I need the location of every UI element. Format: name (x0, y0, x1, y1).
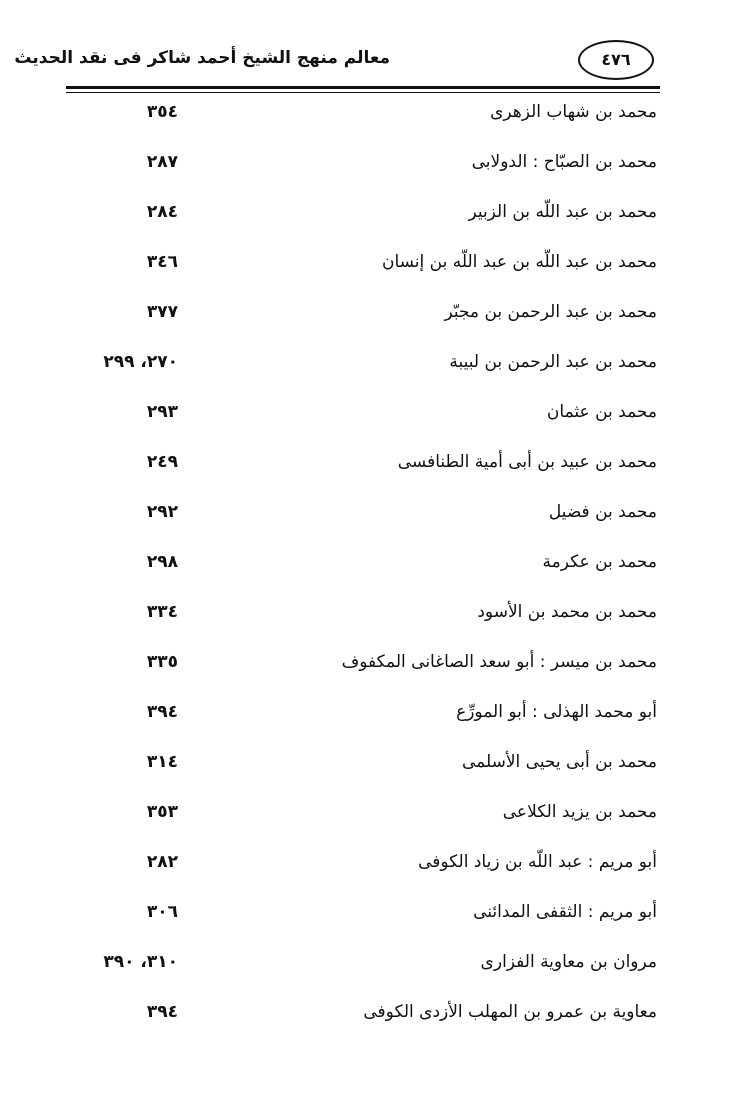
index-entry (0, 898, 729, 938)
entry-pages: ٣١٠، ٣٩٠ (103, 952, 178, 972)
entry-name: أبو مريم : عبد اللّه بن زياد الكوفى (418, 852, 657, 872)
entry-name: أبو محمد الهذلى : أبو المورِّع (456, 702, 657, 722)
entry-pages: ٣٥٣ (146, 802, 178, 822)
entry-name: محمد بن عبد اللّه بن الزبير (468, 202, 657, 222)
entry-name: محمد بن ميسر : أبو سعد الصاغانى المكفوف (341, 652, 657, 672)
entry-name: محمد بن عبد الرحمن بن مجبّر (444, 302, 657, 322)
entry-name: محمد بن عثمان (546, 402, 657, 422)
entry-pages: ٢٨٧ (146, 152, 178, 172)
entry-pages: ٢٨٤ (146, 202, 178, 222)
entry-name: محمد بن محمد بن الأسود (477, 602, 657, 622)
index-entry (0, 548, 729, 588)
entry-pages: ٣٤٦ (146, 252, 178, 272)
index-entry (0, 498, 729, 538)
entry-pages: ٢٩٢ (146, 502, 178, 522)
index-entry (0, 348, 729, 388)
index-entry (0, 298, 729, 338)
entry-pages: ٣٣٤ (146, 602, 178, 622)
entry-pages: ٣٠٦ (146, 902, 178, 922)
entry-pages: ٣٩٤ (146, 1002, 178, 1022)
entry-name: محمد بن عبيد بن أبى أمية الطنافسى (397, 452, 657, 472)
index-entry (0, 398, 729, 438)
index-entry (0, 598, 729, 638)
index-entry (0, 148, 729, 188)
index-entry (0, 248, 729, 288)
entry-name: محمد بن شهاب الزهرى (490, 102, 657, 122)
entry-pages: ٣٥٤ (146, 102, 178, 122)
entry-pages: ٢٤٩ (146, 452, 178, 472)
index-entry (0, 998, 729, 1038)
entry-name: محمد بن فضيل (548, 502, 657, 522)
entry-pages: ٢٩٨ (146, 552, 178, 572)
index-entry (0, 748, 729, 788)
entry-name: أبو مريم : الثقفى المدائنى (473, 902, 657, 922)
entry-name: محمد بن أبى يحيى الأسلمى (461, 752, 657, 772)
index-entry (0, 448, 729, 488)
entry-pages: ٢٧٠، ٢٩٩ (103, 352, 178, 372)
entry-pages: ٢٩٣ (146, 402, 178, 422)
index-entry (0, 98, 729, 138)
entry-name: محمد بن عبد الرحمن بن لبيبة (449, 352, 657, 372)
entry-name: مروان بن معاوية الفزارى (480, 952, 657, 972)
index-entry (0, 198, 729, 238)
running-title: معالم منهج الشيخ أحمد شاكر فى نقد الحديث (14, 48, 390, 68)
index-entry (0, 798, 729, 838)
entry-pages: ٣٧٧ (146, 302, 178, 322)
page-number: ٤٧٦ (601, 50, 631, 69)
entry-pages: ٣١٤ (146, 752, 178, 772)
entry-pages: ٢٨٢ (146, 852, 178, 872)
entry-name: محمد بن الصبّاح : الدولابى (471, 152, 657, 172)
entry-name: محمد بن عبد اللّه بن عبد اللّه بن إنسان (381, 252, 657, 272)
entry-name: معاوية بن عمرو بن المهلب الأزدى الكوفى (363, 1002, 657, 1022)
entry-name: محمد بن يزيد الكلاعى (502, 802, 657, 822)
index-entry (0, 948, 729, 988)
index-entry (0, 648, 729, 688)
entry-name: محمد بن عكرمة (542, 552, 657, 572)
entry-pages: ٣٣٥ (146, 652, 178, 672)
index-entry (0, 698, 729, 738)
index-entry (0, 848, 729, 888)
entry-pages: ٣٩٤ (146, 702, 178, 722)
